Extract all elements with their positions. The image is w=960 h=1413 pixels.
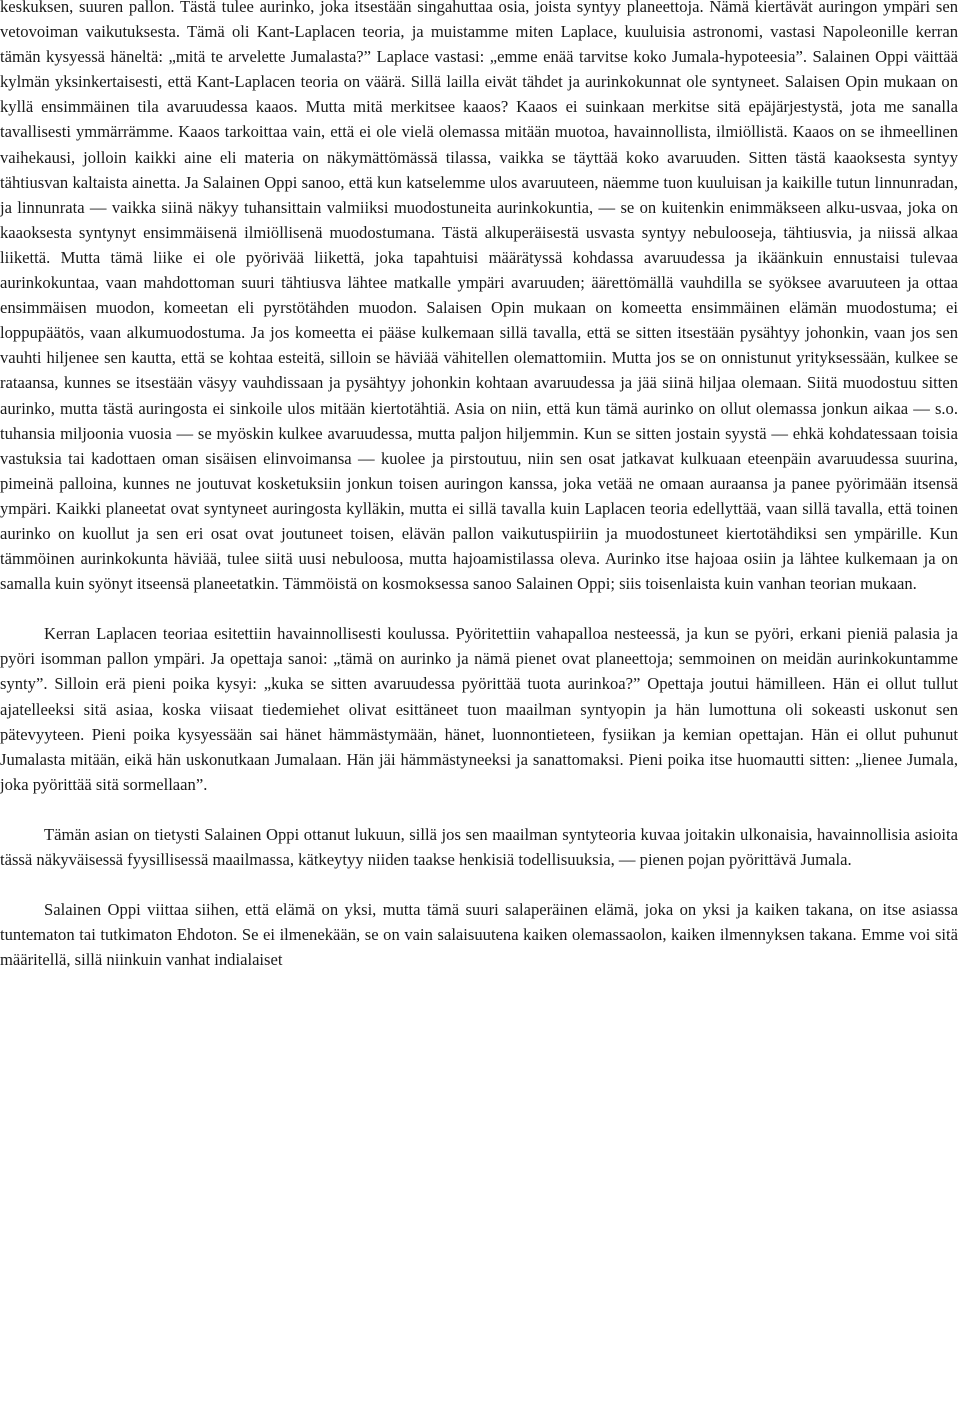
paragraph-spiritual-realities: Tämän asian on tietysti Salainen Oppi ottanut lukuun, sillä jos sen maailman syntyteoria kuvaa joitakin ulkonaisia, havainnollisia asioita tässä näkyväisessä fyysillisessä maailmassa, kätkeytyy niiden taakse henkisiä todellisuuksia, — pienen pojan pyörittävä Jumala. <box>0 824 958 869</box>
paragraph-kant-laplace-theory: keskuksen, suuren pallon. Tästä tulee aurinko, joka itsestään singahuttaa osia, joista syntyy planeettoja. Nämä kiertävät auringon ympäri sen vetovoiman vaikutuksesta. Tämä oli Kant-Laplacen teoria, ja muistamme miten Laplace, kuuluisia astronomi, vastasi Napoleonille kerran tämän kysyessä häneltä: „mitä te arvelette Jumalasta?” Laplace vastasi: „emme enää tarvitse koko Jumala-hypoteesia”. Salainen Oppi väittää kylmän yksinkertaisesti, että Kant-Laplacen teoria on väärä. Sillä lailla eivät tähdet ja aurinkokunnat ole syntyneet. Salaisen Opin mukaan on kyllä ensimmäinen tila avaruudessa kaaos. Mutta mitä merkitsee kaaos? Kaaos ei suinkaan merkitse sitä epäjärjestystä, jota me sanalla tavallisesti ymmärrämme. Kaaos tarkoittaa vain, että ei ole vielä olemassa mitään muotoa, havainnollista, ilmiöllistä. Kaaos on se ihmeellinen vaihekausi, jolloin kaikki aine eli materia on näkymättömässä tilassa, vaikka se täyttää koko avaruuden. Sitten tästä kaaoksesta syntyy tähtiusvan kaltaista ainetta. Ja Salainen Oppi sanoo, että kun katselemme ulos avaruuteen, näemme tuon kuuluisan ja kaikille tutun linnunradan, ja linnunrata — vaikka siinä näkyy tuhansittain valmiiksi muodostuneita aurinkokuntia, — se on kuitenkin enimmäkseen alku-usvaa, joka on kaaoksesta syntynyt ensimmäisenä ilmiöllisenä muodostumana. Tästä alkuperäisestä usvasta syntyy nebulooseja, tähtiusvia, ja niissä alkaa liikettä. Mutta tämä liike ei ole pyörivää liikettä, joka tapahtuisi määrätyssä kohdassa avaruudessa ja ikäänkuin ennustaisi tulevaa aurinkokuntaa, vaan mahdottoman suuri tähtiusva lähtee matkalle ympäri avaruuden; äärettömällä vauhdilla se syöksee avaruuteen ja ottaa ensimmäisen muodon, komeetan eli pyrstötähden muodon. Salaisen Opin mukaan on komeetta ensimmäinen elämän muodostuma; ei loppupäätös, vaan alkumuodostuma. Ja jos komeetta ei pääse kulkemaan sillä tavalla, että se sitten itsestään pysähtyy johonkin, vaan jos sen vauhti hiljenee sen kautta, että se kohtaa esteitä, silloin se häviää vähitellen olemattomiin. Mutta jos se on onnistunut yrityksessään, kulkee se rataansa, kunnes se itsestään väsyy vauhdissaan ja pysähtyy johonkin kohtaan avaruudessa ja jää siinä hiljaa olemaan. Siitä muodostuu sitten aurinko, mutta tästä auringosta ei sinkoile ulos mitään kiertotähtiä. Asia on niin, että kun tämä aurinko on ollut olemassa jonkun aikaa — s.o. tuhansia miljoonia vuosia — se myöskin kulkee avaruudessa, mutta paljon hiljemmin. Kun se sitten jostain syystä — ehkä kohdatessaan toisia vastuksia tai kadottaen oman sisäisen elinvoimansa — kuolee ja pirstoutuu, niin sen osat jatkavat kulkuaan eteenpäin avaruudessa suurina, pimeinä palloina, kunnes ne joutuvat kosketuksiin jonkun toisen auringon kanssa, joka vetää ne omaan auraansa ja panee pyörimään itsensä ympäri. Kaikki planeetat ovat syntyneet auringosta kylläkin, mutta ei sillä tavalla kuin Laplacen teoria edellyttää, vaan sillä tavalla, että toinen aurinko on kuollut ja sen eri osat ovat joutuneet toisen, elävän pallon vaikutuspiiriin ja muodostuneet kiertotähdiksi sen ympärille. Kun tämmöinen aurinkokunta häviää, tulee siitä uusi nebuloosa, mutta hajoamistilassa oleva. Aurinko itse hajoaa osiin ja lähtee kulkemaan ja on samalla kuin syönyt itseensä planeetatkin. Tämmöistä on kosmoksessa sanoo Salainen Oppi; siis toisenlaista kuin vanhan teorian mukaan. <box>0 0 958 594</box>
paragraph-gap <box>0 872 958 897</box>
paragraph-school-demonstration: Kerran Laplacen teoriaa esitettiin havainnollisesti koulussa. Pyöritettiin vahapalloa nesteessä, ja kun se pyöri, erkani pieniä palasia ja pyöri isomman pallon ympäri. Ja opettaja sanoi: „tämä on aurinko ja nämä pienet ovat planeettoja; semmoinen on meidän aurinkokuntamme synty”. Silloin erä pieni poika kysyi: „kuka se sitten avaruudessa pyörittää tuota aurinkoa?” Opettaja joutui hämilleen. Hän ei ollut tullut ajatelleeksi sitä asiaa, koska viisaat tiedemiehet olivat esittäneet tuon maailman syntyopin ja hän lumottuna oli sokeasti uskonut sen pätevyyteen. Pieni poika kysyessään sai hänet hämmästymään, hänet, luonnontieteen, fysiikan ja kemian opettajan. Hän ei ollut puhunut Jumalasta mitään, eikä hän uskonutkaan Jumalaan. Hän jäi hämmästyneeksi ja sanattomaksi. Pieni poika itse huomautti sitten: „lienee Jumala, joka pyörittää sitä sormellaan”. <box>0 624 958 794</box>
paragraph-gap <box>0 596 958 621</box>
paragraph-gap <box>0 797 958 822</box>
paragraph-one-life: Salainen Oppi viittaa siihen, että elämä on yksi, mutta tämä suuri salaperäinen elämä, joka on yksi ja kaiken takana, on itse asiassa tuntematon tai tutkimaton Ehdoton. Se ei ilmenekään, se on vain salaisuutena kaiken olemassaolon, kaiken ilmennyksen takana. Emme voi sitä määritellä, sillä niinkuin vanhat indialaiset <box>0 900 958 970</box>
